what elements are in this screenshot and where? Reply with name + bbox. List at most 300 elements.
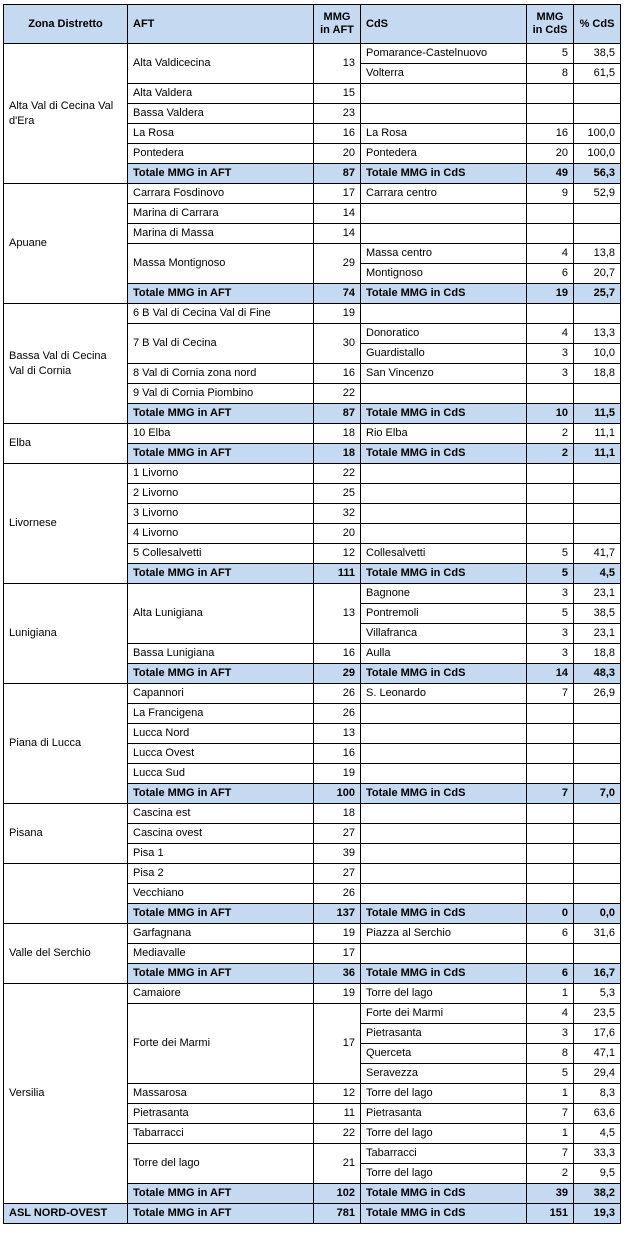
pct-cell: 63,6 [574, 1104, 621, 1124]
mmg-cds-cell: 3 [527, 644, 574, 664]
total-mmg-aft: 100 [314, 784, 361, 804]
cds-cell [361, 384, 527, 404]
zona-cell: Lunigiana [4, 584, 128, 684]
aft-cell: La Rosa [128, 124, 314, 144]
total-pct: 7,0 [574, 784, 621, 804]
total-cds-label: Totale MMG in CdS [361, 404, 527, 424]
mmg-aft-cell: 19 [314, 984, 361, 1004]
pct-cell [574, 944, 621, 964]
mmg-aft-cell: 39 [314, 844, 361, 864]
cds-cell: Pietrasanta [361, 1104, 527, 1124]
pct-cell [574, 504, 621, 524]
pct-cell: 8,3 [574, 1084, 621, 1104]
pct-cell: 61,5 [574, 64, 621, 84]
mmg-cds-cell: 16 [527, 124, 574, 144]
mmg-aft-cell: 25 [314, 484, 361, 504]
zona-cell: Livornese [4, 464, 128, 584]
header-cds: CdS [361, 5, 527, 44]
aft-cell: Carrara Fosdinovo [128, 184, 314, 204]
pct-cell: 100,0 [574, 124, 621, 144]
total-mmg-aft: 29 [314, 664, 361, 684]
cds-cell: Rio Elba [361, 424, 527, 444]
pct-cell [574, 304, 621, 324]
cds-cell: Montignoso [361, 264, 527, 284]
mmg-aft-cell: 26 [314, 684, 361, 704]
aft-cell: 2 Livorno [128, 484, 314, 504]
total-pct: 11,1 [574, 444, 621, 464]
mmg-cds-cell: 4 [527, 244, 574, 264]
aft-cell: Garfagnana [128, 924, 314, 944]
cds-cell: Torre del lago [361, 1124, 527, 1144]
aft-cell: Vecchiano [128, 884, 314, 904]
mmg-cds-cell: 2 [527, 424, 574, 444]
cds-cell: Seravezza [361, 1064, 527, 1084]
total-mmg-aft: 137 [314, 904, 361, 924]
mmg-cds-cell [527, 744, 574, 764]
mmg-aft-cell: 13 [314, 584, 361, 644]
cds-cell [361, 84, 527, 104]
mmg-aft-cell: 27 [314, 824, 361, 844]
header-mmg-cds: MMG in CdS [527, 5, 574, 44]
cds-cell: Guardistallo [361, 344, 527, 364]
mmg-cds-cell: 5 [527, 44, 574, 64]
cds-cell [361, 884, 527, 904]
total-cds-label: Totale MMG in CdS [361, 164, 527, 184]
aft-cell: 10 Elba [128, 424, 314, 444]
cds-cell [361, 864, 527, 884]
mmg-cds-cell: 8 [527, 1044, 574, 1064]
mmg-cds-cell [527, 484, 574, 504]
mmg-aft-cell: 19 [314, 304, 361, 324]
mmg-aft-cell: 13 [314, 724, 361, 744]
total-mmg-cds: 6 [527, 964, 574, 984]
mmg-cds-cell [527, 864, 574, 884]
grand-total-label: ASL NORD-OVEST [4, 1204, 128, 1224]
table-row [4, 804, 621, 824]
cds-cell [361, 824, 527, 844]
mmg-aft-cell: 14 [314, 224, 361, 244]
pct-cell [574, 484, 621, 504]
mmg-aft-cell: 15 [314, 84, 361, 104]
mmg-aft-cell: 22 [314, 464, 361, 484]
mmg-cds-cell: 9 [527, 184, 574, 204]
mmg-aft-cell: 12 [314, 1084, 361, 1104]
cds-cell: Forte dei Marmi [361, 1004, 527, 1024]
total-pct: 56,3 [574, 164, 621, 184]
cds-cell [361, 764, 527, 784]
pct-cell [574, 884, 621, 904]
aft-cell: Camaiore [128, 984, 314, 1004]
mmg-cds-cell [527, 824, 574, 844]
zona-cell: Versilia [4, 984, 128, 1204]
zona-cell: Elba [4, 424, 128, 464]
aft-cell: Bassa Valdera [128, 104, 314, 124]
pct-cell: 23,1 [574, 624, 621, 644]
mmg-cds-cell [527, 844, 574, 864]
mmg-aft-cell: 26 [314, 884, 361, 904]
zona-cell: Bassa Val di Cecina Val di Cornia [4, 304, 128, 424]
total-cds-label: Totale MMG in CdS [361, 1204, 527, 1224]
cds-cell: Villafranca [361, 624, 527, 644]
mmg-cds-cell [527, 204, 574, 224]
cds-cell [361, 504, 527, 524]
pct-cell: 41,7 [574, 544, 621, 564]
zona-cell: Valle del Serchio [4, 924, 128, 984]
total-cds-label: Totale MMG in CdS [361, 784, 527, 804]
aft-cell: Massa Montignoso [128, 244, 314, 284]
aft-cell: 5 Collesalvetti [128, 544, 314, 564]
mmg-aft-cell: 26 [314, 704, 361, 724]
total-pct: 25,7 [574, 284, 621, 304]
mmg-cds-cell [527, 764, 574, 784]
mmg-cds-cell [527, 704, 574, 724]
table-row [4, 584, 621, 604]
pct-cell [574, 764, 621, 784]
aft-cell: Pietrasanta [128, 1104, 314, 1124]
aft-cell: Cascina ovest [128, 824, 314, 844]
cds-cell [361, 204, 527, 224]
total-mmg-cds: 2 [527, 444, 574, 464]
total-cds-label: Totale MMG in CdS [361, 564, 527, 584]
aft-cell: Lucca Nord [128, 724, 314, 744]
table-row [4, 924, 621, 944]
cds-cell: Tabarracci [361, 1144, 527, 1164]
cds-cell: Bagnone [361, 584, 527, 604]
mmg-cds-cell: 3 [527, 364, 574, 384]
aft-cell: 8 Val di Cornia zona nord [128, 364, 314, 384]
table-row [4, 464, 621, 484]
cds-cell [361, 844, 527, 864]
mmg-cds-cell [527, 884, 574, 904]
cds-cell: Torre del lago [361, 1164, 527, 1184]
mmg-aft-cell: 17 [314, 944, 361, 964]
pct-cell [574, 104, 621, 124]
aft-cell: Lucca Sud [128, 764, 314, 784]
cds-cell: La Rosa [361, 124, 527, 144]
cds-cell: Collesalvetti [361, 544, 527, 564]
header-pct: % CdS [574, 5, 621, 44]
mmg-cds-cell: 7 [527, 1144, 574, 1164]
total-mmg-cds: 7 [527, 784, 574, 804]
aft-cell: 9 Val di Cornia Piombino [128, 384, 314, 404]
total-aft-label: Totale MMG in AFT [128, 444, 314, 464]
aft-cell: Lucca Ovest [128, 744, 314, 764]
mmg-cds-cell: 7 [527, 1104, 574, 1124]
mmg-aft-cell: 11 [314, 1104, 361, 1124]
total-mmg-aft: 87 [314, 164, 361, 184]
table-row [4, 864, 621, 884]
total-mmg-aft: 36 [314, 964, 361, 984]
cds-cell: Pietrasanta [361, 1024, 527, 1044]
mmg-cds-cell: 3 [527, 1024, 574, 1044]
pct-cell: 9,5 [574, 1164, 621, 1184]
total-mmg-aft: 102 [314, 1184, 361, 1204]
total-pct: 0,0 [574, 904, 621, 924]
cds-cell [361, 464, 527, 484]
pct-cell: 17,6 [574, 1024, 621, 1044]
aft-cell: Marina di Carrara [128, 204, 314, 224]
table-row [4, 44, 621, 64]
pct-cell [574, 864, 621, 884]
aft-cell: 1 Livorno [128, 464, 314, 484]
mmg-aft-cell: 22 [314, 1124, 361, 1144]
total-aft-label: Totale MMG in AFT [128, 904, 314, 924]
mmg-aft-cell: 19 [314, 764, 361, 784]
mmg-cds-cell: 1 [527, 1124, 574, 1144]
header-mmg-aft: MMG in AFT [314, 5, 361, 44]
aft-cell: La Francigena [128, 704, 314, 724]
pct-cell: 52,9 [574, 184, 621, 204]
mmg-cds-cell: 2 [527, 1164, 574, 1184]
pct-cell: 26,9 [574, 684, 621, 704]
cds-cell [361, 724, 527, 744]
pct-cell [574, 744, 621, 764]
mmg-cds-cell: 1 [527, 1084, 574, 1104]
total-mmg-cds: 10 [527, 404, 574, 424]
total-pct: 16,7 [574, 964, 621, 984]
cds-cell: Aulla [361, 644, 527, 664]
total-mmg-cds: 14 [527, 664, 574, 684]
total-aft-label: Totale MMG in AFT [128, 404, 314, 424]
cds-cell: Pomarance-Castelnuovo [361, 44, 527, 64]
zona-cell: Alta Val di Cecina Val d'Era [4, 44, 128, 184]
mmg-cds-cell: 20 [527, 144, 574, 164]
pct-cell: 18,8 [574, 364, 621, 384]
header-zona: Zona Distretto [4, 5, 128, 44]
total-aft-label: Totale MMG in AFT [128, 1204, 314, 1224]
total-mmg-aft: 781 [314, 1204, 361, 1224]
mmg-cds-cell [527, 504, 574, 524]
mmg-cds-cell: 6 [527, 264, 574, 284]
pct-cell: 5,3 [574, 984, 621, 1004]
grand-total-row [4, 1204, 621, 1224]
total-pct: 4,5 [574, 564, 621, 584]
total-pct: 38,2 [574, 1184, 621, 1204]
cds-cell: Donoratico [361, 324, 527, 344]
mmg-aft-cell: 18 [314, 424, 361, 444]
pct-cell: 20,7 [574, 264, 621, 284]
aft-cell: Massarosa [128, 1084, 314, 1104]
pct-cell: 33,3 [574, 1144, 621, 1164]
aft-cell: Cascina est [128, 804, 314, 824]
total-cds-label: Totale MMG in CdS [361, 284, 527, 304]
mmg-aft-cell: 16 [314, 364, 361, 384]
pct-cell: 13,3 [574, 324, 621, 344]
mmg-cds-cell [527, 524, 574, 544]
aft-cell: 4 Livorno [128, 524, 314, 544]
zona-cell: Pisana [4, 804, 128, 864]
mmg-cds-cell: 6 [527, 924, 574, 944]
total-mmg-cds: 19 [527, 284, 574, 304]
pct-cell: 23,1 [574, 584, 621, 604]
mmg-aft-cell: 13 [314, 44, 361, 84]
cds-cell [361, 304, 527, 324]
table-row [4, 684, 621, 704]
aft-cell: Alta Valdera [128, 84, 314, 104]
cds-cell: Querceta [361, 1044, 527, 1064]
header-aft: AFT [128, 5, 314, 44]
aft-cell: Capannori [128, 684, 314, 704]
cds-cell: Carrara centro [361, 184, 527, 204]
total-mmg-cds: 49 [527, 164, 574, 184]
mmg-aft-cell: 16 [314, 744, 361, 764]
header-row [4, 5, 621, 44]
total-pct: 19,3 [574, 1204, 621, 1224]
cds-cell: Volterra [361, 64, 527, 84]
pct-cell [574, 224, 621, 244]
total-mmg-cds: 5 [527, 564, 574, 584]
total-cds-label: Totale MMG in CdS [361, 904, 527, 924]
aft-cell: Alta Lunigiana [128, 584, 314, 644]
total-mmg-aft: 74 [314, 284, 361, 304]
pct-cell: 10,0 [574, 344, 621, 364]
mmg-cds-cell: 4 [527, 324, 574, 344]
total-cds-label: Totale MMG in CdS [361, 444, 527, 464]
mmg-aft-cell: 21 [314, 1144, 361, 1184]
pct-cell: 11,1 [574, 424, 621, 444]
mmg-cds-cell: 3 [527, 584, 574, 604]
table-row [4, 424, 621, 444]
cds-cell [361, 944, 527, 964]
total-cds-label: Totale MMG in CdS [361, 1184, 527, 1204]
total-aft-label: Totale MMG in AFT [128, 564, 314, 584]
cds-cell [361, 104, 527, 124]
aft-cell: Pisa 1 [128, 844, 314, 864]
pct-cell [574, 524, 621, 544]
pct-cell: 4,5 [574, 1124, 621, 1144]
aft-cell: Torre del lago [128, 1144, 314, 1184]
pct-cell: 31,6 [574, 924, 621, 944]
cds-cell: Pontremoli [361, 604, 527, 624]
cds-cell: Piazza al Serchio [361, 924, 527, 944]
aft-cell: Tabarracci [128, 1124, 314, 1144]
mmg-aft-cell: 14 [314, 204, 361, 224]
aft-cell: 3 Livorno [128, 504, 314, 524]
cds-cell: S. Leonardo [361, 684, 527, 704]
pct-cell: 29,4 [574, 1064, 621, 1084]
mmg-aft-cell: 23 [314, 104, 361, 124]
aft-cell: Pisa 2 [128, 864, 314, 884]
aft-cell: Alta Valdicecina [128, 44, 314, 84]
total-aft-label: Totale MMG in AFT [128, 284, 314, 304]
pct-cell [574, 804, 621, 824]
total-mmg-cds: 0 [527, 904, 574, 924]
mmg-cds-cell [527, 84, 574, 104]
aft-cell: 7 B Val di Cecina [128, 324, 314, 364]
aft-cell: 6 B Val di Cecina Val di Fine [128, 304, 314, 324]
zona-cell: Apuane [4, 184, 128, 304]
mmg-aft-cell: 27 [314, 864, 361, 884]
mmg-aft-cell: 17 [314, 184, 361, 204]
mmg-cds-cell: 5 [527, 544, 574, 564]
pct-cell [574, 704, 621, 724]
mmg-cds-cell [527, 304, 574, 324]
total-aft-label: Totale MMG in AFT [128, 964, 314, 984]
mmg-aft-cell: 32 [314, 504, 361, 524]
pct-cell: 38,5 [574, 44, 621, 64]
total-mmg-aft: 18 [314, 444, 361, 464]
pct-cell [574, 204, 621, 224]
cds-cell [361, 744, 527, 764]
total-mmg-aft: 87 [314, 404, 361, 424]
total-cds-label: Totale MMG in CdS [361, 664, 527, 684]
pct-cell: 18,8 [574, 644, 621, 664]
total-mmg-aft: 111 [314, 564, 361, 584]
mmg-cds-cell: 5 [527, 604, 574, 624]
mmg-table [3, 4, 621, 1224]
mmg-aft-cell: 20 [314, 524, 361, 544]
total-mmg-cds: 151 [527, 1204, 574, 1224]
total-cds-label: Totale MMG in CdS [361, 964, 527, 984]
pct-cell: 23,5 [574, 1004, 621, 1024]
mmg-cds-cell: 7 [527, 684, 574, 704]
mmg-aft-cell: 18 [314, 804, 361, 824]
aft-cell: Marina di Massa [128, 224, 314, 244]
mmg-aft-cell: 20 [314, 144, 361, 164]
mmg-cds-cell [527, 224, 574, 244]
pct-cell [574, 724, 621, 744]
table-row [4, 304, 621, 324]
mmg-aft-cell: 17 [314, 1004, 361, 1084]
aft-cell: Bassa Lunigiana [128, 644, 314, 664]
cds-cell [361, 484, 527, 504]
cds-cell: Pontedera [361, 144, 527, 164]
cds-cell [361, 704, 527, 724]
pct-cell [574, 824, 621, 844]
mmg-cds-cell [527, 384, 574, 404]
mmg-cds-cell [527, 944, 574, 964]
cds-cell: Torre del lago [361, 1084, 527, 1104]
cds-cell [361, 524, 527, 544]
mmg-cds-cell: 1 [527, 984, 574, 1004]
mmg-aft-cell: 12 [314, 544, 361, 564]
total-aft-label: Totale MMG in AFT [128, 1184, 314, 1204]
table-row [4, 184, 621, 204]
mmg-aft-cell: 30 [314, 324, 361, 364]
mmg-cds-cell: 8 [527, 64, 574, 84]
total-aft-label: Totale MMG in AFT [128, 784, 314, 804]
pct-cell [574, 464, 621, 484]
zona-cell-empty [4, 864, 128, 924]
total-pct: 11,5 [574, 404, 621, 424]
pct-cell [574, 844, 621, 864]
mmg-cds-cell [527, 724, 574, 744]
cds-cell: San Vincenzo [361, 364, 527, 384]
pct-cell: 100,0 [574, 144, 621, 164]
total-mmg-cds: 39 [527, 1184, 574, 1204]
cds-cell: Torre del lago [361, 984, 527, 1004]
total-aft-label: Totale MMG in AFT [128, 664, 314, 684]
aft-cell: Forte dei Marmi [128, 1004, 314, 1084]
zona-cell: Piana di Lucca [4, 684, 128, 804]
pct-cell [574, 384, 621, 404]
pct-cell [574, 84, 621, 104]
mmg-aft-cell: 29 [314, 244, 361, 284]
mmg-cds-cell: 3 [527, 624, 574, 644]
total-pct: 48,3 [574, 664, 621, 684]
mmg-cds-cell [527, 104, 574, 124]
mmg-aft-cell: 16 [314, 124, 361, 144]
mmg-cds-cell [527, 464, 574, 484]
pct-cell: 38,5 [574, 604, 621, 624]
total-aft-label: Totale MMG in AFT [128, 164, 314, 184]
table-row [4, 984, 621, 1004]
mmg-cds-cell: 4 [527, 1004, 574, 1024]
pct-cell: 13,8 [574, 244, 621, 264]
aft-cell: Mediavalle [128, 944, 314, 964]
aft-cell: Pontedera [128, 144, 314, 164]
cds-cell [361, 804, 527, 824]
